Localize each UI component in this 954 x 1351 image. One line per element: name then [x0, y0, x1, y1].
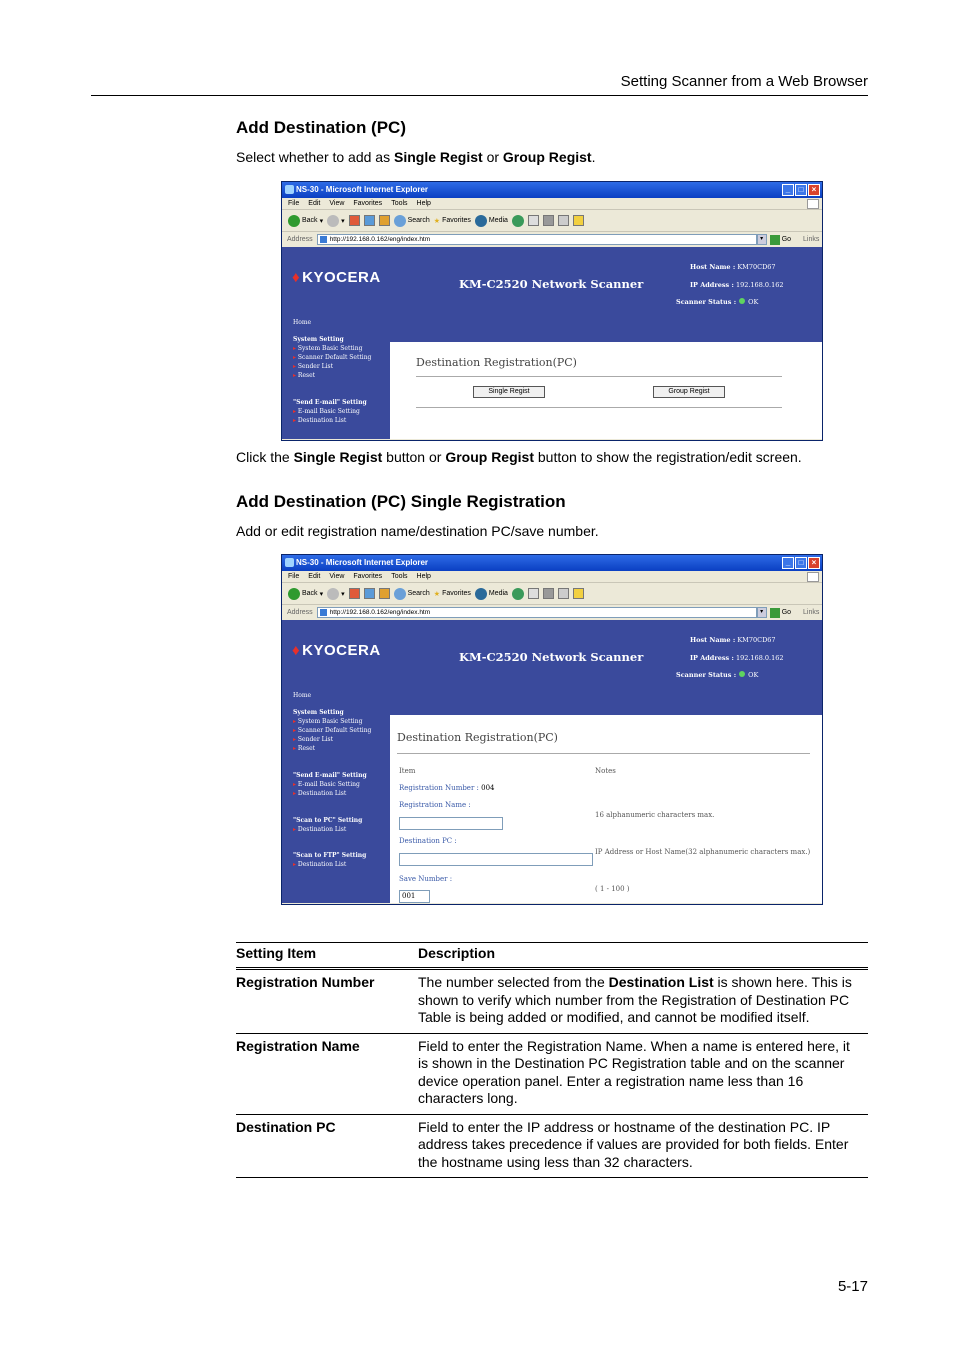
header-rule: [91, 95, 868, 96]
main-pane: [387, 715, 822, 903]
close-button[interactable]: ×: [808, 557, 820, 569]
menu-edit[interactable]: Edit: [308, 573, 321, 580]
refresh-icon[interactable]: [364, 215, 375, 226]
nav-system-setting[interactable]: System Setting: [293, 336, 344, 343]
menu-view[interactable]: View: [329, 573, 345, 580]
messenger-icon[interactable]: [573, 215, 584, 226]
table-row: [236, 969, 868, 1034]
menu-favorites[interactable]: Favorites: [353, 573, 383, 580]
reg-name-note: 16 alphanumeric characters max.: [595, 811, 715, 819]
menu-tools[interactable]: Tools: [391, 573, 408, 580]
bottom-rule: [416, 407, 782, 408]
favorites-button[interactable]: [434, 217, 471, 225]
edit-icon[interactable]: [558, 215, 569, 226]
nav-email-destination-list[interactable]: ▸ Destination List: [293, 790, 346, 797]
main-pane: [387, 342, 822, 439]
search-label: Search: [407, 590, 430, 597]
section2-intro: Add or edit registration name/destination PC/save number.: [236, 523, 599, 539]
header-banner: [387, 620, 822, 715]
row-description: Field to enter the IP address or hostname of the destination PC. IP address takes precedence if values are provided for both fields. Enter the hostname using less than 32 characters.: [418, 1114, 868, 1178]
home-icon[interactable]: [379, 588, 390, 599]
back-button[interactable]: Back ▾: [288, 215, 323, 227]
notes-header: Notes: [595, 767, 616, 775]
refresh-icon[interactable]: [364, 588, 375, 599]
nav-sender-list[interactable]: ▸ Sender List: [293, 363, 333, 370]
nav-system-setting[interactable]: System Setting: [293, 709, 344, 716]
logo-text: KYOCERA: [302, 269, 381, 286]
item-header: Item: [399, 767, 416, 775]
title-rule: [416, 376, 782, 377]
star-icon: ★: [433, 590, 441, 598]
go-arrow-icon: [770, 235, 780, 245]
media-icon: [475, 588, 487, 600]
menu-help[interactable]: Help: [416, 573, 431, 580]
dest-pc-note: IP Address or Host Name(32 alphanumeric characters max.): [595, 848, 811, 856]
go-label: Go: [781, 609, 792, 616]
forward-button[interactable]: ▾: [327, 215, 345, 227]
browser-screenshot-2: [281, 554, 823, 905]
status-ok-icon: [739, 298, 745, 304]
nav-scanner-default[interactable]: ▸ Scanner Default Setting: [293, 727, 371, 734]
page-content: [282, 620, 822, 903]
menu-view[interactable]: View: [329, 200, 345, 207]
links-button[interactable]: Links: [803, 236, 820, 243]
nav-pc-setting[interactable]: "Scan to PC" Setting: [293, 817, 363, 824]
browser-toolbar: [282, 583, 822, 605]
address-label: Address: [287, 236, 313, 243]
go-button[interactable]: [770, 235, 791, 245]
reg-number-value: 004: [481, 784, 495, 792]
col-header-description: Description: [418, 945, 496, 961]
back-arrow-icon: [288, 588, 300, 600]
window-titlebar: [282, 182, 822, 198]
ie-icon: [285, 185, 294, 194]
single-regist-button[interactable]: Single Regist: [473, 386, 545, 398]
ip-address: IP Address : 192.168.0.162: [690, 281, 784, 289]
window-title: NS-30 - Microsoft Internet Explorer: [296, 558, 429, 567]
back-button[interactable]: Back ▾: [288, 588, 323, 600]
stop-icon[interactable]: [349, 588, 360, 599]
history-icon[interactable]: [512, 588, 524, 600]
media-label: Media: [488, 590, 508, 597]
back-arrow-icon: [288, 215, 300, 227]
row-description: Field to enter the Registration Name. When a name is entered here, it is shown in the Destination PC Registration table and on the scanner device operation panel. Enter a registration name less than 16 characters long.: [418, 1033, 868, 1114]
menu-tools[interactable]: Tools: [391, 200, 408, 207]
nav-email-setting[interactable]: "Send E-mail" Setting: [293, 772, 367, 779]
nav-email-destination-list[interactable]: ▸ Destination List: [293, 417, 346, 424]
print-icon[interactable]: [543, 215, 554, 226]
section-title-single-registration: Add Destination (PC) Single Registration: [236, 492, 566, 511]
row-item: Registration Number: [236, 969, 418, 1034]
row-item: Registration Name: [236, 1033, 418, 1114]
destination-pc-input[interactable]: [399, 853, 593, 866]
title-rule: [397, 753, 810, 754]
forward-arrow-icon: [327, 215, 339, 227]
destination-title: Destination Registration(PC): [397, 731, 558, 744]
menu-bar: [282, 571, 822, 583]
nav-scanner-default[interactable]: ▸ Scanner Default Setting: [293, 354, 371, 361]
window-title: NS-30 - Microsoft Internet Explorer: [296, 185, 429, 194]
close-button[interactable]: ×: [808, 184, 820, 196]
row-item: Destination PC: [236, 1114, 418, 1178]
product-title: KM-C2520 Network Scanner: [459, 277, 644, 291]
back-label: Back: [302, 217, 318, 224]
product-title: KM-C2520 Network Scanner: [459, 650, 644, 664]
reg-number-label: Registration Number :: [399, 784, 479, 792]
left-nav: [282, 620, 387, 903]
kyocera-symbol-icon: ♦: [292, 269, 301, 286]
kyocera-logo: [292, 642, 383, 659]
address-dropdown-icon[interactable]: ▾: [757, 607, 767, 618]
menu-help[interactable]: Help: [416, 200, 431, 207]
nav-home[interactable]: Home: [293, 692, 312, 699]
scanner-status: Scanner Status : OK: [676, 298, 759, 306]
save-number-note: ( 1 - 100 ): [595, 885, 630, 893]
address-bar: [282, 605, 822, 620]
search-icon: [394, 215, 406, 227]
menu-edit[interactable]: Edit: [308, 200, 321, 207]
registration-name-input[interactable]: [399, 817, 503, 830]
search-icon: [394, 588, 406, 600]
star-icon: ★: [433, 217, 441, 225]
favorites-button[interactable]: [434, 590, 471, 598]
kyocera-symbol-icon: ♦: [292, 642, 301, 659]
ie-icon: [285, 558, 294, 567]
links-button[interactable]: Links: [803, 609, 820, 616]
menu-file[interactable]: File: [288, 573, 300, 580]
nav-email-setting[interactable]: "Send E-mail" Setting: [293, 399, 367, 406]
forward-arrow-icon: [327, 588, 339, 600]
history-icon[interactable]: [512, 215, 524, 227]
home-icon[interactable]: [379, 215, 390, 226]
windows-logo-icon: [807, 572, 819, 582]
messenger-icon[interactable]: [573, 588, 584, 599]
logo-text: KYOCERA: [302, 642, 381, 659]
menu-favorites[interactable]: Favorites: [353, 200, 383, 207]
nav-home[interactable]: Home: [293, 319, 312, 326]
stop-icon[interactable]: [349, 215, 360, 226]
page-number: 5-17: [837, 1278, 868, 1295]
table-row: [236, 1114, 868, 1178]
search-label: Search: [407, 217, 430, 224]
kyocera-logo: [292, 269, 383, 286]
maximize-button[interactable]: □: [795, 184, 807, 196]
dest-pc-label: Destination PC :: [399, 837, 457, 845]
menu-bar: [282, 198, 822, 210]
browser-toolbar: [282, 210, 822, 232]
nav-system-basic[interactable]: ▸ System Basic Setting: [293, 345, 362, 352]
address-input[interactable]: http://192.168.0.162/eng/index.htm: [317, 607, 757, 618]
nav-reset[interactable]: ▸ Reset: [293, 745, 315, 752]
nav-email-basic[interactable]: ▸ E-mail Basic Setting: [293, 408, 360, 415]
address-label: Address: [287, 609, 313, 616]
settings-table: [236, 942, 868, 1178]
group-regist-button[interactable]: Group Regist: [653, 386, 725, 398]
mail-icon[interactable]: [528, 215, 539, 226]
section1-after: Click the Single Regist button or Group Regist button to show the registration/edit screen.: [236, 449, 802, 465]
page-content: [282, 247, 822, 439]
scanner-status: Scanner Status : OK: [676, 671, 759, 679]
destination-title: Destination Registration(PC): [416, 356, 577, 369]
media-button[interactable]: [475, 588, 508, 600]
header-banner: [387, 247, 822, 342]
col-header-setting-item: Setting Item: [236, 945, 317, 961]
media-label: Media: [488, 217, 508, 224]
address-bar: [282, 232, 822, 247]
search-button[interactable]: [394, 215, 430, 227]
browser-screenshot-1: [281, 181, 823, 441]
minimize-button[interactable]: _: [782, 184, 794, 196]
favorites-label: Favorites: [442, 590, 471, 597]
nav-ftp-setting[interactable]: "Scan to FTP" Setting: [293, 852, 367, 859]
reg-number-row: [399, 784, 495, 792]
nav-pc-destination-list[interactable]: ▸ Destination List: [293, 826, 346, 833]
save-number-input[interactable]: 001: [399, 890, 430, 903]
mail-icon[interactable]: [528, 588, 539, 599]
go-button[interactable]: [770, 608, 791, 618]
menu-file[interactable]: File: [288, 200, 300, 207]
host-name: Host Name : KM70CD67: [690, 636, 776, 644]
running-title: Setting Scanner from a Web Browser: [620, 73, 868, 90]
section-title-add-destination: Add Destination (PC): [236, 118, 406, 137]
edit-icon[interactable]: [558, 588, 569, 599]
left-nav: [282, 247, 387, 439]
row-description: The number selected from the Destination List is shown here. This is shown to verify which number from the Registration of Destination PC Table is being added or modified, and cannot be modified itself.: [418, 969, 868, 1034]
media-button[interactable]: [475, 215, 508, 227]
nav-ftp-destination-list[interactable]: ▸ Destination List: [293, 861, 346, 868]
reg-name-label: Registration Name :: [399, 801, 471, 809]
table-row: [236, 1033, 868, 1114]
save-number-label: Save Number :: [399, 875, 453, 883]
host-name: Host Name : KM70CD67: [690, 263, 776, 271]
go-label: Go: [781, 236, 792, 243]
nav-system-basic[interactable]: ▸ System Basic Setting: [293, 718, 362, 725]
back-label: Back: [302, 590, 318, 597]
address-input[interactable]: http://192.168.0.162/eng/index.htm: [317, 234, 757, 245]
section1-intro: Select whether to add as Single Regist or Group Regist.: [236, 149, 596, 165]
address-dropdown-icon[interactable]: ▾: [757, 234, 767, 245]
go-arrow-icon: [770, 608, 780, 618]
print-icon[interactable]: [543, 588, 554, 599]
search-button[interactable]: [394, 588, 430, 600]
nav-sender-list[interactable]: ▸ Sender List: [293, 736, 333, 743]
nav-reset[interactable]: ▸ Reset: [293, 372, 315, 379]
nav-email-basic[interactable]: ▸ E-mail Basic Setting: [293, 781, 360, 788]
forward-button[interactable]: ▾: [327, 588, 345, 600]
window-titlebar: [282, 555, 822, 571]
maximize-button[interactable]: □: [795, 557, 807, 569]
ip-address: IP Address : 192.168.0.162: [690, 654, 784, 662]
status-ok-icon: [739, 671, 745, 677]
windows-logo-icon: [807, 199, 819, 209]
minimize-button[interactable]: _: [782, 557, 794, 569]
favorites-label: Favorites: [442, 217, 471, 224]
media-icon: [475, 215, 487, 227]
